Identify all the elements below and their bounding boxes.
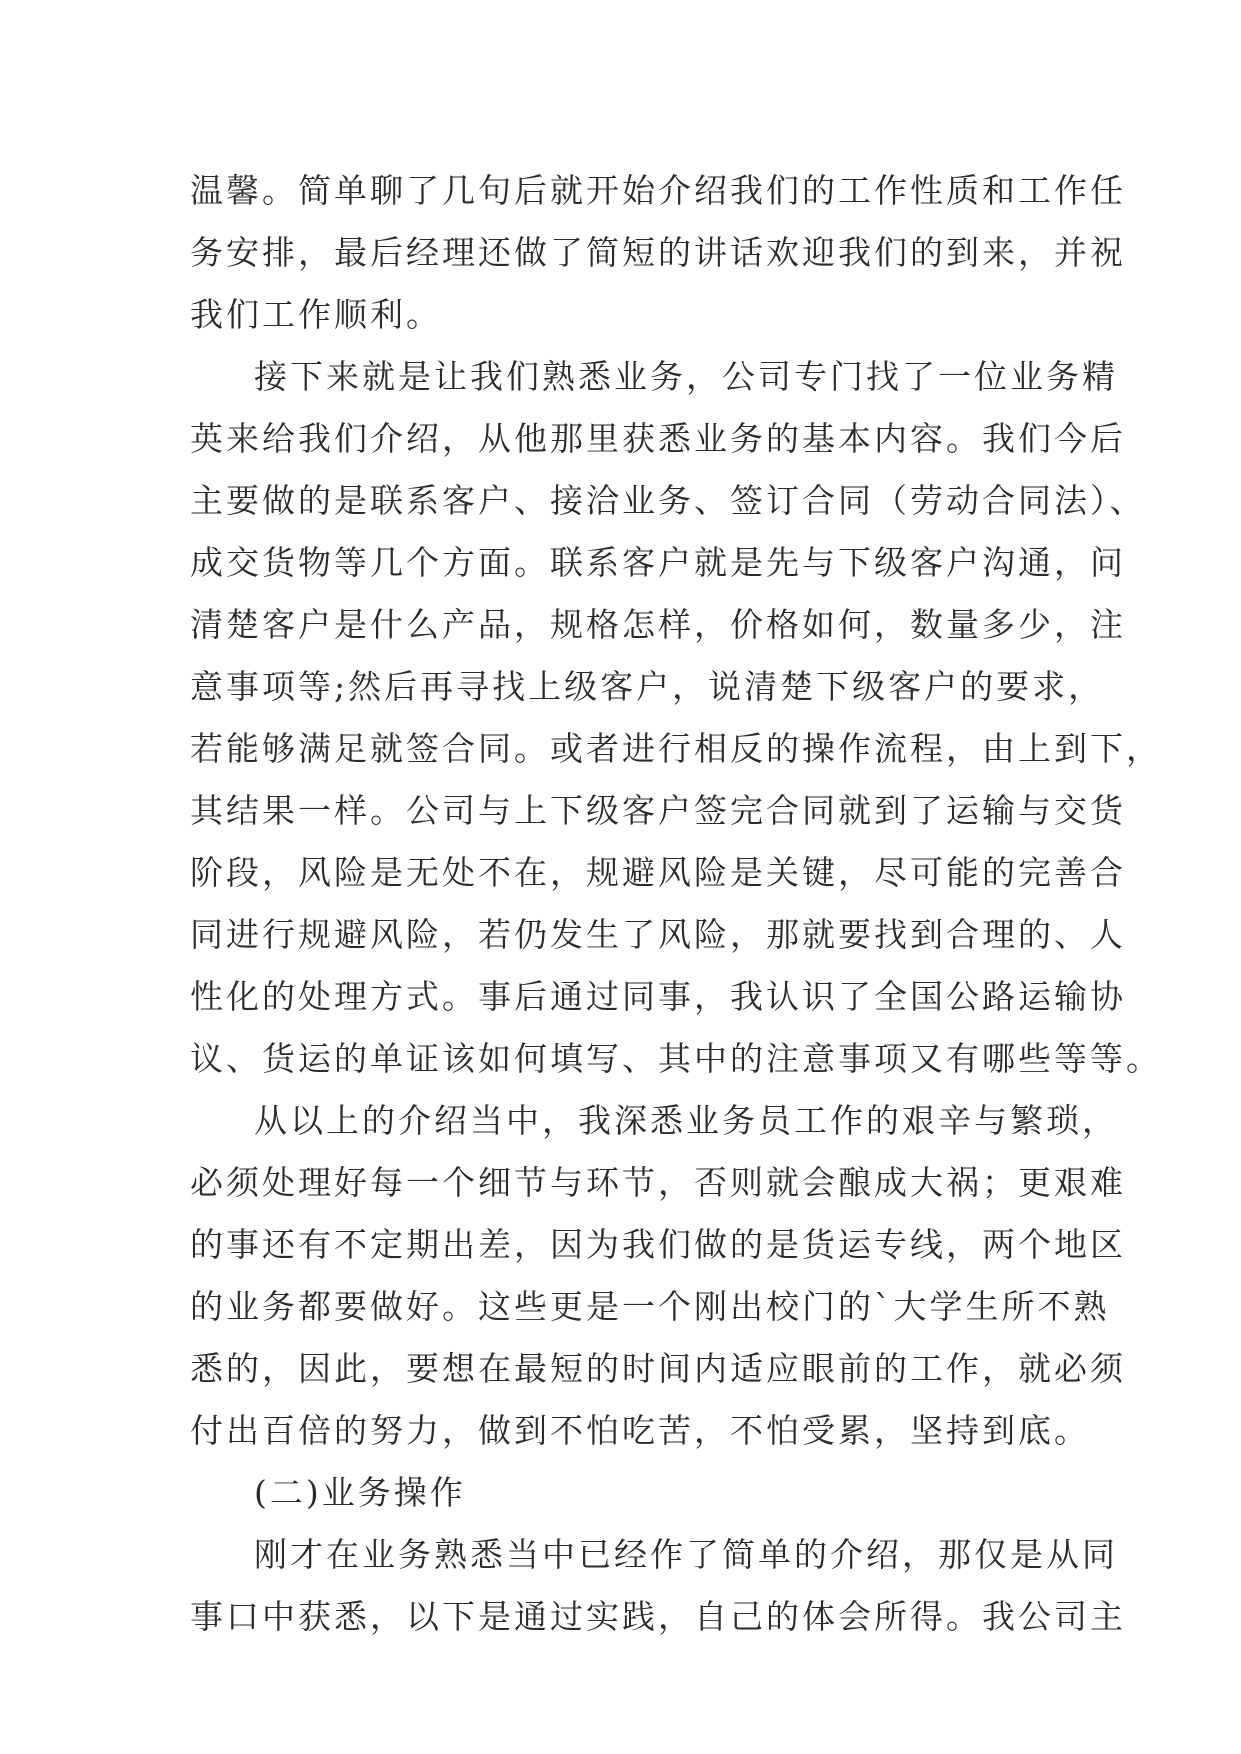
section-heading: (二)业务操作 xyxy=(254,1473,466,1512)
text-line: 悉的，因此，要想在最短的时间内适应眼前的工作，就必须 xyxy=(190,1349,1126,1388)
paragraph-first-line: 刚才在业务熟悉当中已经作了简单的介绍，那仅是从同 xyxy=(254,1535,1118,1574)
text-line: 若能够满足就签合同。或者进行相反的操作流程，由上到下， xyxy=(190,729,1162,768)
text-line: 成交货物等几个方面。联系客户就是先与下级客户沟通，问 xyxy=(190,543,1126,582)
text-line: 清楚客户是什么产品，规格怎样，价格如何，数量多少，注 xyxy=(190,605,1126,644)
paragraph-first-line: 接下来就是让我们熟悉业务，公司专门找了一位业务精 xyxy=(254,357,1118,396)
paragraph-first-line: 从以上的介绍当中，我深悉业务员工作的艰辛与繁琐， xyxy=(254,1101,1118,1140)
text-line: 我们工作顺利。 xyxy=(190,295,442,334)
text-line: 阶段，风险是无处不在，规避风险是关键，尽可能的完善合 xyxy=(190,853,1126,892)
document-body xyxy=(190,160,1162,1648)
text-line: 英来给我们介绍，从他那里获悉业务的基本内容。我们今后 xyxy=(190,419,1126,458)
text-line: 主要做的是联系客户、接洽业务、签订合同（劳动合同法）、 xyxy=(190,481,1146,520)
text-line: 议、货运的单证该如何填写、其中的注意事项又有哪些等等。 xyxy=(190,1039,1162,1078)
text-line: 事口中获悉，以下是通过实践，自己的体会所得。我公司主 xyxy=(190,1597,1126,1636)
text-line: 务安排，最后经理还做了简短的讲话欢迎我们的到来，并祝 xyxy=(190,233,1126,272)
text-line: 的业务都要做好。这些更是一个刚出校门的`大学生所不熟 xyxy=(190,1287,1110,1326)
text-line: 付出百倍的努力，做到不怕吃苦，不怕受累，坚持到底。 xyxy=(190,1411,1090,1450)
text-line: 意事项等;然后再寻找上级客户，说清楚下级客户的要求， xyxy=(190,667,1105,706)
text-line: 的事还有不定期出差，因为我们做的是货运专线，两个地区 xyxy=(190,1225,1126,1264)
text-line: 性化的处理方式。事后通过同事，我认识了全国公路运输协 xyxy=(190,977,1126,1016)
text-line: 其结果一样。公司与上下级客户签完合同就到了运输与交货 xyxy=(190,791,1126,830)
text-line: 必须处理好每一个细节与环节，否则就会酿成大祸；更艰难 xyxy=(190,1163,1126,1202)
text-line: 温馨。简单聊了几句后就开始介绍我们的工作性质和工作任 xyxy=(190,171,1126,210)
text-line: 同进行规避风险，若仍发生了风险，那就要找到合理的、人 xyxy=(190,915,1126,954)
